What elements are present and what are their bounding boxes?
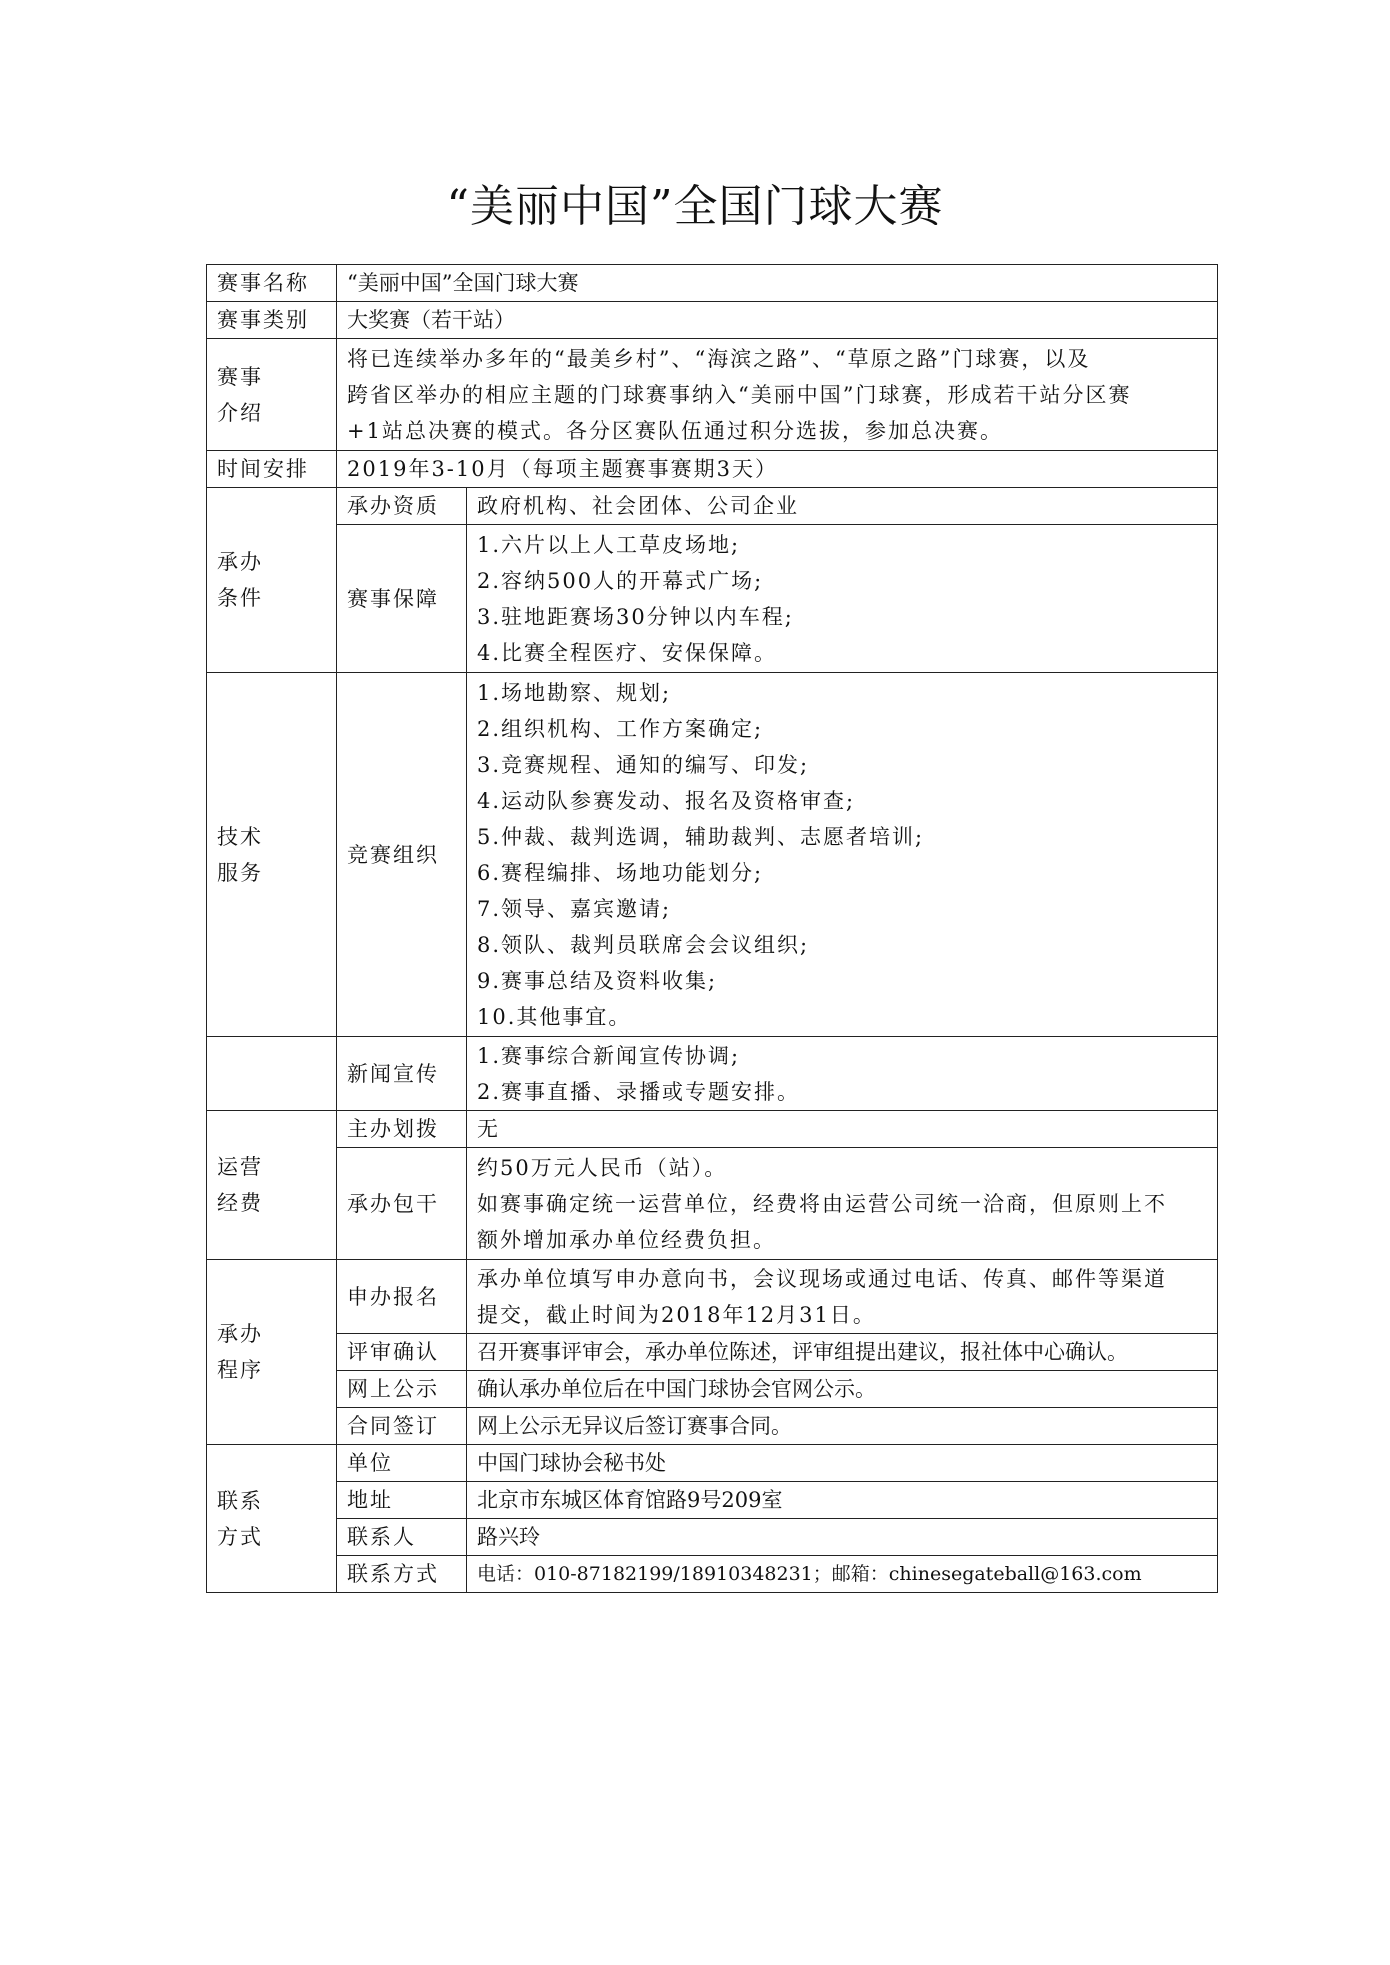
label-funding-2: 经费 <box>217 1191 263 1215</box>
row-funding-contract <box>207 1148 1218 1260</box>
label-contact-1: 联系 <box>217 1488 263 1513</box>
organization-item: 1.场地勘察、规划; <box>477 680 672 705</box>
contract-line: 约50万元人民币（站）。 <box>477 1155 728 1180</box>
organization-item: 6.赛程编排、场地功能划分; <box>477 860 764 885</box>
value-schedule: 2019年3-10月（每项主题赛事赛期3天） <box>337 451 1218 488</box>
value-intro <box>337 339 1218 451</box>
intro-line: 将已连续举办多年的“最美乡村”、“海滨之路”、“草原之路”门球赛，以及 <box>347 346 1091 371</box>
label-name: 赛事名称 <box>207 265 337 302</box>
label-qualification: 承办资质 <box>337 488 467 525</box>
row-intro <box>207 339 1218 451</box>
label-tech-1: 技术 <box>217 824 263 849</box>
label-guarantee: 赛事保障 <box>337 525 467 673</box>
value-press <box>467 1037 1218 1111</box>
label-contact <box>207 1445 337 1593</box>
label-funding-1: 运营 <box>217 1155 263 1179</box>
value-sponsor: 无 <box>467 1111 1218 1148</box>
row-contact-person <box>207 1519 1218 1556</box>
organization-item: 5.仲裁、裁判选调，辅助裁判、志愿者培训; <box>477 824 925 849</box>
contract-line: 如赛事确定统一运营单位，经费将由运营公司统一洽商，但原则上不 <box>477 1191 1167 1216</box>
press-item: 2.赛事直播、录播或专题安排。 <box>477 1079 801 1104</box>
contract-line: 额外增加承办单位经费负担。 <box>477 1227 776 1252</box>
value-publicity: 确认承办单位后在中国门球协会官网公示。 <box>467 1371 1218 1408</box>
label-intro-1: 赛事 <box>217 364 263 389</box>
value-qualification: 政府机构、社会团体、公司企业 <box>467 488 1218 525</box>
label-signing: 合同签订 <box>337 1408 467 1445</box>
organization-item: 3.竞赛规程、通知的编写、印发; <box>477 752 810 777</box>
label-tech-2: 服务 <box>217 860 263 885</box>
document-title: “美丽中国”全国门球大赛 <box>446 181 944 232</box>
label-schedule: 时间安排 <box>207 451 337 488</box>
value-signing: 网上公示无异议后签订赛事合同。 <box>467 1408 1218 1445</box>
label-sponsor: 主办划拨 <box>337 1111 467 1148</box>
row-schedule <box>207 451 1218 488</box>
press-item: 1.赛事综合新闻宣传协调; <box>477 1043 741 1068</box>
label-person: 联系人 <box>337 1519 467 1556</box>
organization-item: 9.赛事总结及资料收集; <box>477 968 718 993</box>
row-contact-method <box>207 1556 1218 1593</box>
label-address: 地址 <box>337 1482 467 1519</box>
row-tech-organization <box>207 673 1218 1037</box>
organization-item: 4.运动队参赛发动、报名及资格审查; <box>477 788 856 813</box>
organization-item: 8.领队、裁判员联席会会议组织; <box>477 932 810 957</box>
guarantee-item: 1.六片以上人工草皮场地; <box>477 532 741 557</box>
row-name <box>207 265 1218 302</box>
value-review: 召开赛事评审会，承办单位陈述，评审组提出建议，报社体中心确认。 <box>467 1334 1218 1371</box>
row-procedure-signing <box>207 1408 1218 1445</box>
label-tech <box>207 673 337 1037</box>
label-procedure-1: 承办 <box>217 1322 263 1346</box>
guarantee-item: 4.比赛全程医疗、安保保障。 <box>477 640 778 665</box>
label-hosting-1: 承办 <box>217 550 263 574</box>
value-method[interactable]: 电话：010-87182199/18910348231；邮箱：chinesegateball@163.com <box>467 1556 1218 1593</box>
value-guarantee <box>467 525 1218 673</box>
row-category <box>207 302 1218 339</box>
label-hosting <box>207 488 337 673</box>
row-contact-unit <box>207 1445 1218 1482</box>
label-contact-2: 方式 <box>217 1524 263 1549</box>
row-hosting-guarantee <box>207 525 1218 673</box>
label-intro <box>207 339 337 451</box>
organization-item: 10.其他事宜。 <box>477 1004 632 1029</box>
value-address: 北京市东城区体育馆路9号209室 <box>467 1482 1218 1519</box>
value-unit: 中国门球协会秘书处 <box>467 1445 1218 1482</box>
label-hosting-2: 条件 <box>217 586 263 610</box>
row-funding-sponsor <box>207 1111 1218 1148</box>
value-person: 路兴玲 <box>467 1519 1218 1556</box>
row-procedure-publicity <box>207 1371 1218 1408</box>
row-hosting-qualification <box>207 488 1218 525</box>
intro-line: 跨省区举办的相应主题的门球赛事纳入“美丽中国”门球赛，形成若干站分区赛 <box>347 382 1132 407</box>
row-procedure-apply <box>207 1260 1218 1334</box>
value-apply <box>467 1260 1218 1334</box>
label-procedure-2: 程序 <box>217 1358 263 1382</box>
row-contact-address <box>207 1482 1218 1519</box>
value-organization <box>467 673 1218 1037</box>
guarantee-item: 3.驻地距赛场30分钟以内车程; <box>477 604 794 629</box>
label-publicity: 网上公示 <box>337 1371 467 1408</box>
label-apply: 申办报名 <box>337 1260 467 1334</box>
label-procedure <box>207 1260 337 1445</box>
label-funding <box>207 1111 337 1260</box>
organization-item: 7.领导、嘉宾邀请; <box>477 896 672 921</box>
label-press: 新闻宣传 <box>337 1037 467 1111</box>
intro-line: +1站总决赛的模式。各分区赛队伍通过积分选拔，参加总决赛。 <box>347 418 1003 443</box>
organization-item: 2.组织机构、工作方案确定; <box>477 716 764 741</box>
label-contract: 承办包干 <box>337 1148 467 1260</box>
label-organization: 竞赛组织 <box>337 673 467 1037</box>
row-procedure-review <box>207 1334 1218 1371</box>
label-tech-press-empty <box>207 1037 337 1111</box>
competition-info-table <box>206 264 1218 1593</box>
value-category: 大奖赛（若干站） <box>337 302 1218 339</box>
label-unit: 单位 <box>337 1445 467 1482</box>
label-category: 赛事类别 <box>207 302 337 339</box>
label-method: 联系方式 <box>337 1556 467 1593</box>
apply-line: 提交，截止时间为2018年12月31日。 <box>477 1302 876 1327</box>
label-intro-2: 介绍 <box>217 400 263 425</box>
row-tech-press <box>207 1037 1218 1111</box>
guarantee-item: 2.容纳500人的开幕式广场; <box>477 568 764 593</box>
apply-line: 承办单位填写申办意向书，会议现场或通过电话、传真、邮件等渠道 <box>477 1266 1167 1291</box>
value-name: “美丽中国”全国门球大赛 <box>337 265 1218 302</box>
label-review: 评审确认 <box>337 1334 467 1371</box>
value-contract <box>467 1148 1218 1260</box>
